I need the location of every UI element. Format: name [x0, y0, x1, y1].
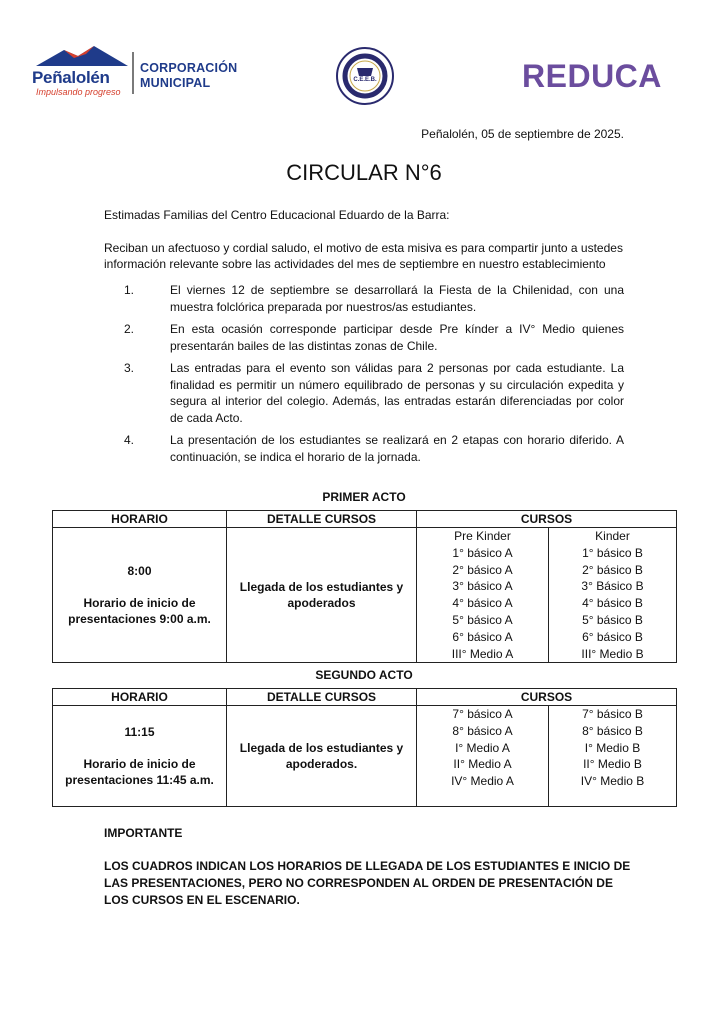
page-title: CIRCULAR N°6	[286, 160, 442, 185]
curso: II° Medio B	[583, 757, 642, 772]
curso: 5° básico A	[452, 612, 513, 627]
seal-text: C.E.E.B.	[353, 77, 377, 83]
school-seal-logo	[335, 46, 395, 106]
curso: 4° básico B	[582, 596, 643, 611]
header-detalle: DETALLE CURSOS	[227, 511, 417, 528]
horario-cell	[53, 528, 227, 663]
item-text: El viernes 12 de septiembre se desarrollará la Fiesta de la Chilenidad, con una muestra folclórica preparada por nuestros/as estudiantes.	[170, 283, 624, 314]
hora: 11:15	[124, 725, 155, 739]
curso: 1° básico A	[452, 545, 513, 560]
header-horario: HORARIO	[53, 511, 227, 528]
list-item	[104, 432, 624, 465]
item-text: La presentación de los estudiantes se realizará en 2 etapas con horario diferido. A continuación, se indica el horario de la jornada.	[170, 433, 624, 464]
list-item	[104, 321, 624, 354]
curso: 6° básico A	[452, 629, 513, 644]
curso: III° Medio A	[451, 646, 514, 661]
curso: 8° básico A	[452, 723, 513, 738]
segundo-acto-table	[52, 688, 677, 807]
segundo-acto-title: SEGUNDO ACTO	[315, 668, 413, 682]
curso: 2° básico B	[582, 562, 643, 577]
saludo: Estimadas Familias del Centro Educacional Eduardo de la Barra:	[104, 208, 450, 222]
item-text: Las entradas para el evento son válidas para 2 personas por cada estudiante. La finalidad es permitir un número equilibrado de personas y su circulación expedita y segura al interior del colegio. Además, las entradas estarán diferenciadas por color de cada Acto.	[170, 361, 624, 425]
header-cursos: CURSOS	[417, 511, 677, 528]
curso: III° Medio B	[581, 646, 644, 661]
intro-paragraph: Reciban un afectuoso y cordial saludo, el motivo de esta misiva es para compartir junto a ustedes información relevante sobre las actividades del mes de septiembre en nuestro establecimiento	[104, 241, 623, 271]
curso: 5° básico B	[582, 612, 643, 627]
curso: 8° básico B	[582, 723, 643, 738]
importante-text: LOS CUADROS INDICAN LOS HORARIOS DE LLEGADA DE LOS ESTUDIANTES E INICIO DE LAS PRESENTACIONES, PERO NO CORRESPONDEN AL ORDEN DE PRESENTACIÓN DE LOS CURSOS EN EL ESCENARIO.	[104, 859, 631, 907]
hora: 8:00	[127, 564, 152, 579]
curso: 3° básico A	[452, 579, 513, 594]
list-item	[104, 282, 624, 315]
logo-tagline: Impulsando progreso	[36, 87, 121, 97]
curso: 7° básico B	[582, 707, 643, 721]
list-item	[104, 360, 624, 426]
item-number: 2.	[124, 322, 135, 336]
header-cursos: CURSOS	[417, 689, 677, 706]
primer-acto-title: PRIMER ACTO	[322, 490, 406, 504]
reduca-logo: REDUCA	[522, 58, 662, 94]
curso: 6° básico B	[582, 629, 643, 644]
curso: Kinder	[595, 529, 630, 543]
cursos-a	[417, 706, 549, 807]
curso: II° Medio A	[453, 757, 512, 772]
header-horario: HORARIO	[53, 689, 227, 706]
importante-label: IMPORTANTE	[104, 826, 183, 840]
primer-acto-table	[52, 510, 677, 663]
curso: IV° Medio A	[451, 774, 514, 789]
curso: Pre Kinder	[454, 529, 511, 543]
curso: IV° Medio B	[580, 774, 645, 789]
curso: 2° básico A	[452, 562, 513, 577]
inicio: Horario de inicio de presentaciones 11:45 a.m.	[65, 757, 214, 787]
cursos-b	[549, 528, 677, 663]
corporacion-municipal	[140, 61, 237, 91]
mountain-logo-icon	[34, 44, 130, 68]
penalolen-logo	[30, 44, 265, 100]
detalle: Llegada de los estudiantes y apoderados	[227, 528, 417, 663]
logo-name: Peñalolén	[32, 68, 110, 87]
header-detalle: DETALLE CURSOS	[227, 689, 417, 706]
corp-line1: CORPORACIÓN	[140, 61, 238, 75]
item-number: 4.	[124, 433, 135, 447]
item-list	[104, 282, 624, 471]
curso: I° Medio B	[584, 740, 641, 755]
item-number: 1.	[124, 283, 135, 297]
curso: 7° básico A	[452, 707, 513, 721]
logo-divider	[132, 52, 134, 94]
corp-line2: MUNICIPAL	[140, 76, 211, 90]
cursos-b	[549, 706, 677, 807]
cursos-a	[417, 528, 549, 663]
inicio: Horario de inicio de presentaciones 9:00 a.m.	[68, 596, 211, 627]
detalle: Llegada de los estudiantes y apoderados.	[227, 706, 417, 807]
fecha: Peñalolén, 05 de septiembre de 2025.	[421, 127, 624, 141]
item-number: 3.	[124, 361, 135, 375]
curso: 1° básico B	[582, 545, 643, 560]
item-text: En esta ocasión corresponde participar desde Pre kínder a IV° Medio quienes presentarán bailes de las distintas zonas de Chile.	[170, 322, 624, 353]
horario-cell	[53, 706, 227, 807]
curso: 3° Básico B	[581, 579, 644, 594]
curso: I° Medio A	[455, 740, 510, 755]
curso: 4° básico A	[452, 596, 513, 611]
